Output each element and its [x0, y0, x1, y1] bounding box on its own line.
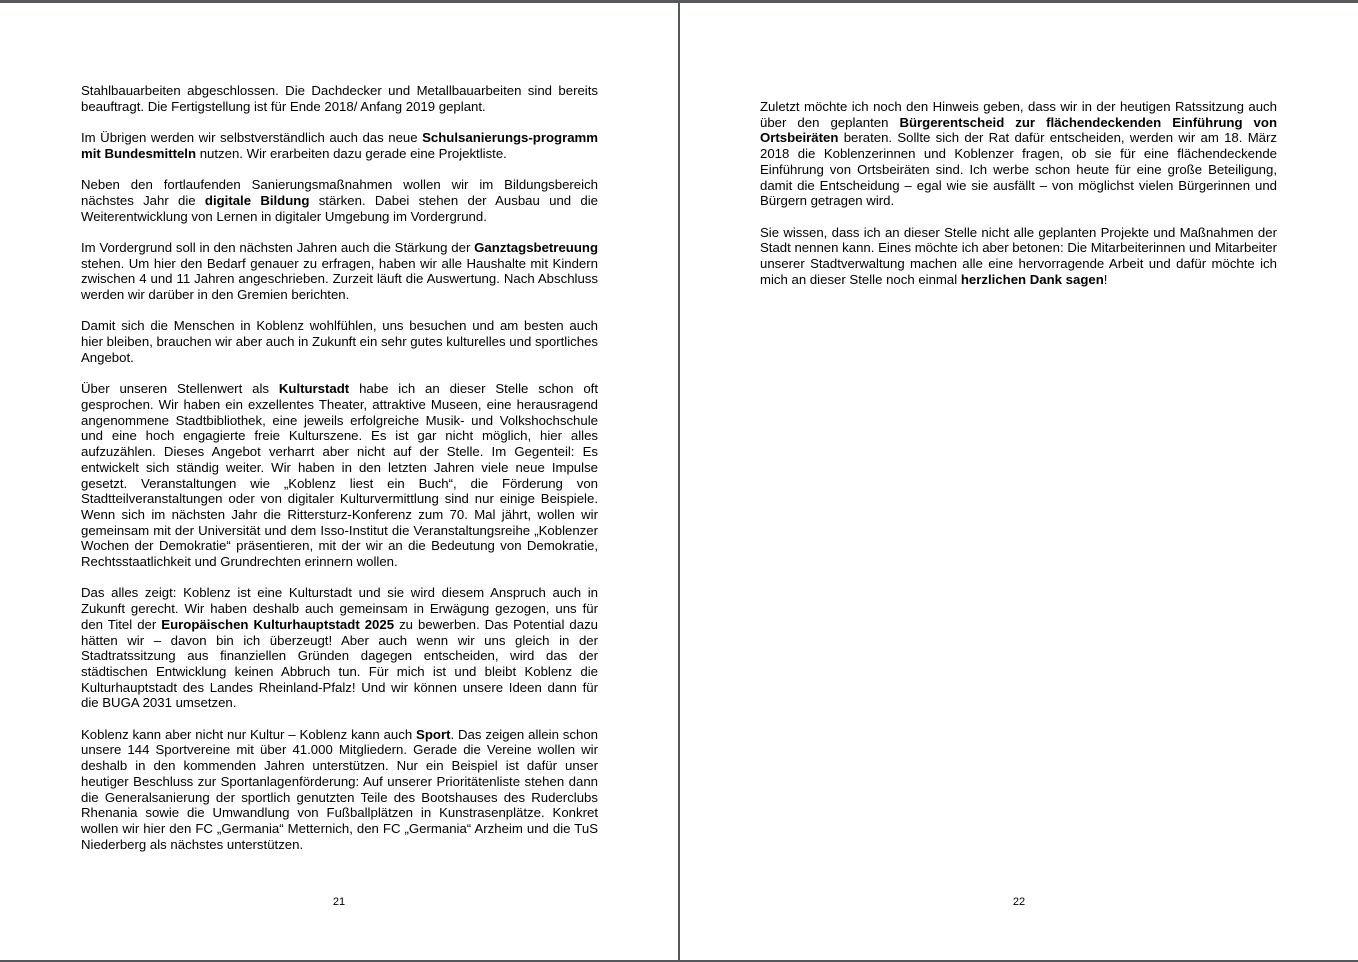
text-run: stärken. Dabei stehen der Ausbau und die Weiterentwicklung von Lernen in digitaler Umgebung im Vordergrund. [81, 192, 599, 224]
bold-text: digitale Bildung [204, 192, 310, 208]
paragraph [81, 585, 598, 711]
text-run: Im Übrigen werden wir selbstverständlich auch das neue [81, 130, 423, 146]
text-run: Zuletzt möchte ich noch den Hinweis geben, dass wir in der heutigen Ratssitzung auch über den geplanten [760, 99, 1277, 130]
paragraph [81, 381, 598, 569]
paragraph [81, 318, 598, 365]
paragraph [81, 240, 598, 303]
paragraph [81, 727, 598, 853]
bold-text: Bürgerentscheid zur flächendeckenden Einführung von Ortsbeiräten [760, 114, 1277, 146]
paragraph [760, 225, 1277, 288]
bold-text: Sport [416, 726, 451, 742]
page-number: 22 [1012, 896, 1026, 908]
text-run: nutzen. Wir erarbeiten dazu gerade eine Projektliste. [196, 145, 507, 161]
text-run: Im Vordergrund soll in den nächsten Jahren auch die Stärkung der [81, 239, 475, 255]
page-body [760, 99, 1277, 303]
text-run: Über unseren Stellenwert als [81, 381, 279, 397]
text-run: . Das zeigen allein schon unsere 144 Sportvereine mit über 41.000 Mitgliedern. Gerade die Vereine wollen wir deshalb in den kommenden Jahren unterstützen. Nur ein Beispiel ist dafür unser heutiger Beschluss zur Sportanlagenförderung: Auf unserer Prioritätenliste stehen dann die Generalsanierung der sportlich genutzten Teile des Bootshauses des Ruderclubs Rhenania sowie die Umwandlung von Fußballplätzen in Kunstrasenplätze. Konkret wollen wir hier den FC „Germania“ Metternich, den FC „Germania“ Arzheim und die TuS Niederberg als nächstes unterstützen. [81, 726, 598, 852]
text-run: Stahlbauarbeiten abgeschlossen. Die Dachdecker und Metallbauarbeiten sind bereits beauftragt. Die Fertigstellung ist für Ende 2018/ Anfang 2019 geplant. [81, 83, 598, 114]
bold-text: Ganztagsbetreuung [474, 239, 598, 255]
text-run: Sie wissen, dass ich an dieser Stelle nicht alle geplanten Projekte und Maßnahmen der Stadt nennen kann. Eines möchte ich aber betonen: Die Mitarbeiterinnen und Mitarbeiter unserer Stadtverwaltung machen alle eine hervorragende Arbeit und dafür möchte ich mich an dieser Stelle noch einmal [760, 224, 1277, 287]
paragraph [760, 99, 1277, 209]
text-run: habe ich an dieser Stelle schon oft gesprochen. Wir haben ein exzellentes Theater, attraktive Museen, eine herausragend angenommene Stadtbibliothek, eine jeweils erfolgreiche Musik- und Volkshochschule und eine hoch engagierte freie Kulturszene. Es ist gar nicht möglich, hier alles aufzuzählen. Dieses Angebot verharrt aber nicht auf der Stelle. Im Gegenteil: Es entwickelt sich ständig weiter. Wir haben in den letzten Jahren viele neue Impulse gesetzt. Veranstaltungen wie „Koblenz liest ein Buch“, die Förderung von Stadtteilveranstaltungen oder von digitaler Kulturvermittlung sind nur einige Beispiele. Wenn sich im nächsten Jahr die Rittersturz-Konferenz zum 70. Mal jährt, wollen wir gemeinsam mit der Universität und dem Isso-Institut die Veranstaltungsreihe „Koblenzer Wochen der Demokratie“ präsentieren, mit der wir an die Bedeutung von Demokratie, Rechtsstaatlichkeit und Grundrechten erinnern wollen. [81, 381, 598, 570]
document-page-21 [0, 3, 678, 960]
text-run: beraten. Sollte sich der Rat dafür entscheiden, werden wir am 18. März 2018 die Koblenzerinnen und Koblenzer fragen, ob sie für eine flächendeckende Einführung von Ortsbeiräten sind. Ich werbe schon heute für eine große Beteiligung, damit die Entscheidung – egal wie sie ausfällt – von möglichst vielen Bürgerinnen und Bürgern getragen wird. [760, 130, 1277, 209]
text-run: Das alles zeigt: Koblenz ist eine Kulturstadt und sie wird diesem Anspruch auch in Zukunft gerecht. Wir haben deshalb auch gemeinsam in Erwägung gezogen, uns für den Titel der [81, 585, 598, 632]
paragraph [81, 83, 598, 114]
bold-text: Europäischen Kulturhauptstadt 2025 [161, 616, 395, 632]
text-run: zu bewerben. Das Potential dazu hätten wir – davon bin ich überzeugt! Aber auch wenn wir uns gleich in der Stadtratssitzung aus finanziellen Gründen dagegen entscheiden, wird das der städtischen Entwicklung keinen Abbruch tun. Für mich ist und bleibt Koblenz die Kulturhauptstadt des Landes Rheinland-Pfalz! Und wir können unsere Ideen dann für die BUGA 2031 umsetzen. [81, 616, 599, 711]
page-body [81, 83, 598, 868]
text-run: Koblenz kann aber nicht nur Kultur – Koblenz kann auch [81, 726, 417, 742]
bold-text: herzlichen Dank sagen [960, 271, 1104, 287]
page-number: 21 [332, 896, 346, 908]
paragraph [81, 177, 598, 224]
text-run: ! [1103, 271, 1108, 287]
text-run: Damit sich die Menschen in Koblenz wohlfühlen, uns besuchen und am besten auch hier bleiben, brauchen wir aber auch in Zukunft ein sehr gutes kulturelles und sportliches Angebot. [81, 318, 598, 365]
text-run: stehen. Um hier den Bedarf genauer zu erfragen, haben wir alle Haushalte mit Kindern zwischen 4 und 11 Jahren angeschrieben. Zurzeit läuft die Auswertung. Nach Abschluss werden wir darüber in den Gremien berichten. [81, 255, 598, 303]
text-run: Neben den fortlaufenden Sanierungsmaßnahmen wollen wir im Bildungsbereich nächstes Jahr die [81, 177, 598, 208]
document-page-22 [680, 3, 1358, 960]
paragraph [81, 130, 598, 161]
bold-text: Schulsanierungs-programm mit Bundesmitteln [81, 130, 598, 161]
bold-text: Kulturstadt [278, 381, 350, 397]
